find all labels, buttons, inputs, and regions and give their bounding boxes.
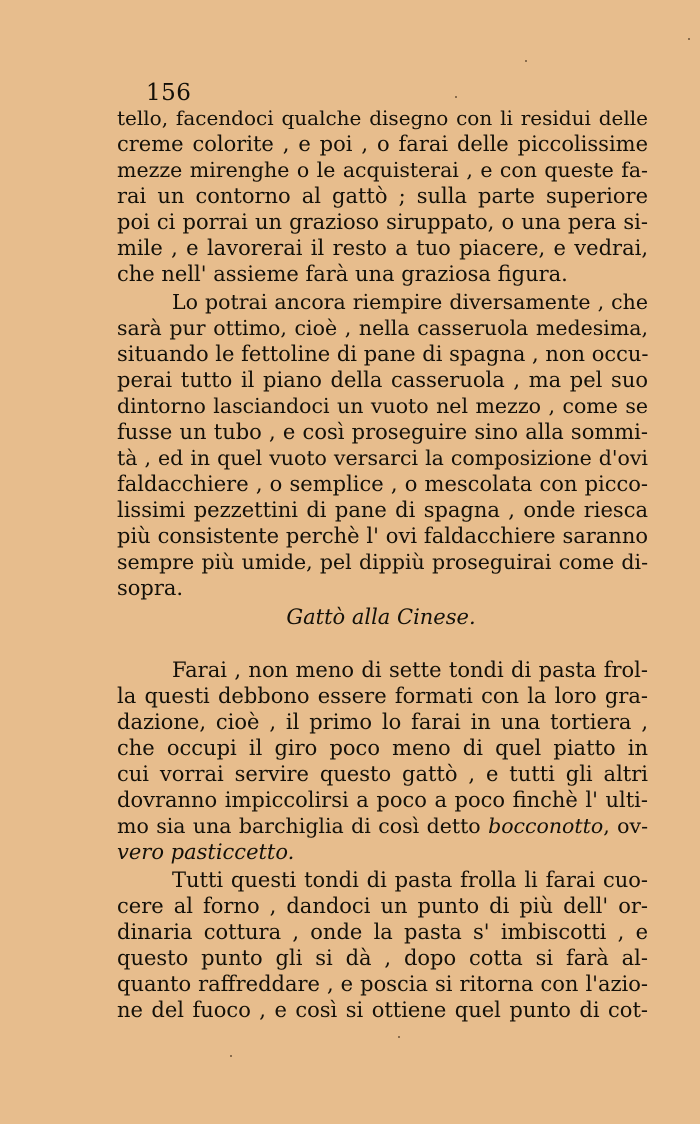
text-line: vero pasticcetto. xyxy=(117,840,295,864)
text-line: Farai , non meno di sette tondi di pasta frol- xyxy=(172,658,648,682)
text-line: sarà pur ottimo, cioè , nella casseruola medesima, xyxy=(117,316,648,340)
text-line: cui vorrai servire questo gattò , e tutti gli altri xyxy=(117,762,648,786)
text-line: sopra. xyxy=(117,576,184,600)
text-span: , ov- xyxy=(603,814,648,838)
text-line: tello, facendoci qualche disegno con li residui delle xyxy=(117,106,648,130)
italic-term: bocconotto xyxy=(488,814,604,838)
scan-speck xyxy=(688,38,690,40)
text-line: dazione, cioè , il primo lo farai in una tortiera , xyxy=(117,710,648,734)
text-line: mezze mirenghe o le acquisterai , e con queste fa- xyxy=(117,158,648,182)
text-line: faldacchiere , o semplice , o mescolata con picco- xyxy=(117,472,648,496)
text-line: Lo potrai ancora riempire diversamente , che xyxy=(172,290,648,314)
page-number: 156 xyxy=(146,80,192,106)
text-line: poi ci porrai un grazioso siruppato, o una pera si- xyxy=(117,210,648,234)
scan-speck xyxy=(230,1055,232,1057)
text-line: lissimi pezzettini di pane di spagna , onde riesca xyxy=(117,498,648,522)
section-heading xyxy=(0,604,700,630)
text-line: cere al forno , dandoci un punto di più dell' or- xyxy=(117,894,648,918)
text-line: fusse un tubo , e così proseguire sino alla sommi- xyxy=(117,420,648,444)
scan-speck xyxy=(398,1036,400,1038)
scan-speck xyxy=(455,96,457,98)
text-line: la questi debbono essere formati con la loro gra- xyxy=(117,684,648,708)
text-line: questo punto gli si dà , dopo cotta si farà al- xyxy=(117,946,648,970)
text-line: sempre più umide, pel dippiù proseguirai come di- xyxy=(117,550,648,574)
text-line: rai un contorno al gattò ; sulla parte superiore xyxy=(117,184,648,208)
text-line: dovranno impiccolirsi a poco a poco finchè l' ulti- xyxy=(117,788,648,812)
text-line: che occupi il giro poco meno di quel piatto in xyxy=(117,736,648,760)
text-line: tà , ed in quel vuoto versarci la composizione d'ovi xyxy=(117,446,648,470)
text-span: mo sia una barchiglia di così detto xyxy=(117,814,481,838)
text-line: più consistente perchè l' ovi faldacchiere saranno xyxy=(117,524,648,548)
text-line: Tutti questi tondi di pasta frolla li farai cuo- xyxy=(172,868,648,892)
text-line: dinaria cottura , onde la pasta s' imbiscotti , e xyxy=(117,920,648,944)
text-line: che nell' assieme farà una graziosa figura. xyxy=(117,262,568,286)
text-line: perai tutto il piano della casseruola , ma pel suo xyxy=(117,368,648,392)
text-line: dintorno lasciandoci un vuoto nel mezzo , come se xyxy=(117,394,648,418)
scan-speck xyxy=(525,60,527,62)
text-line: quanto raffreddare , e poscia si ritorna con l'azio- xyxy=(117,972,648,996)
section-heading-text: Gattò alla Cinese. xyxy=(286,605,476,629)
text-line xyxy=(117,813,648,839)
text-line: creme colorite , e poi , o farai delle piccolissime xyxy=(117,132,648,156)
text-line: situando le fettoline di pane di spagna , non occu- xyxy=(117,342,649,366)
text-line: ne del fuoco , e così si ottiene quel punto di cot- xyxy=(117,998,648,1022)
text-line: mile , e lavorerai il resto a tuo piacere, e vedrai, xyxy=(117,236,648,260)
